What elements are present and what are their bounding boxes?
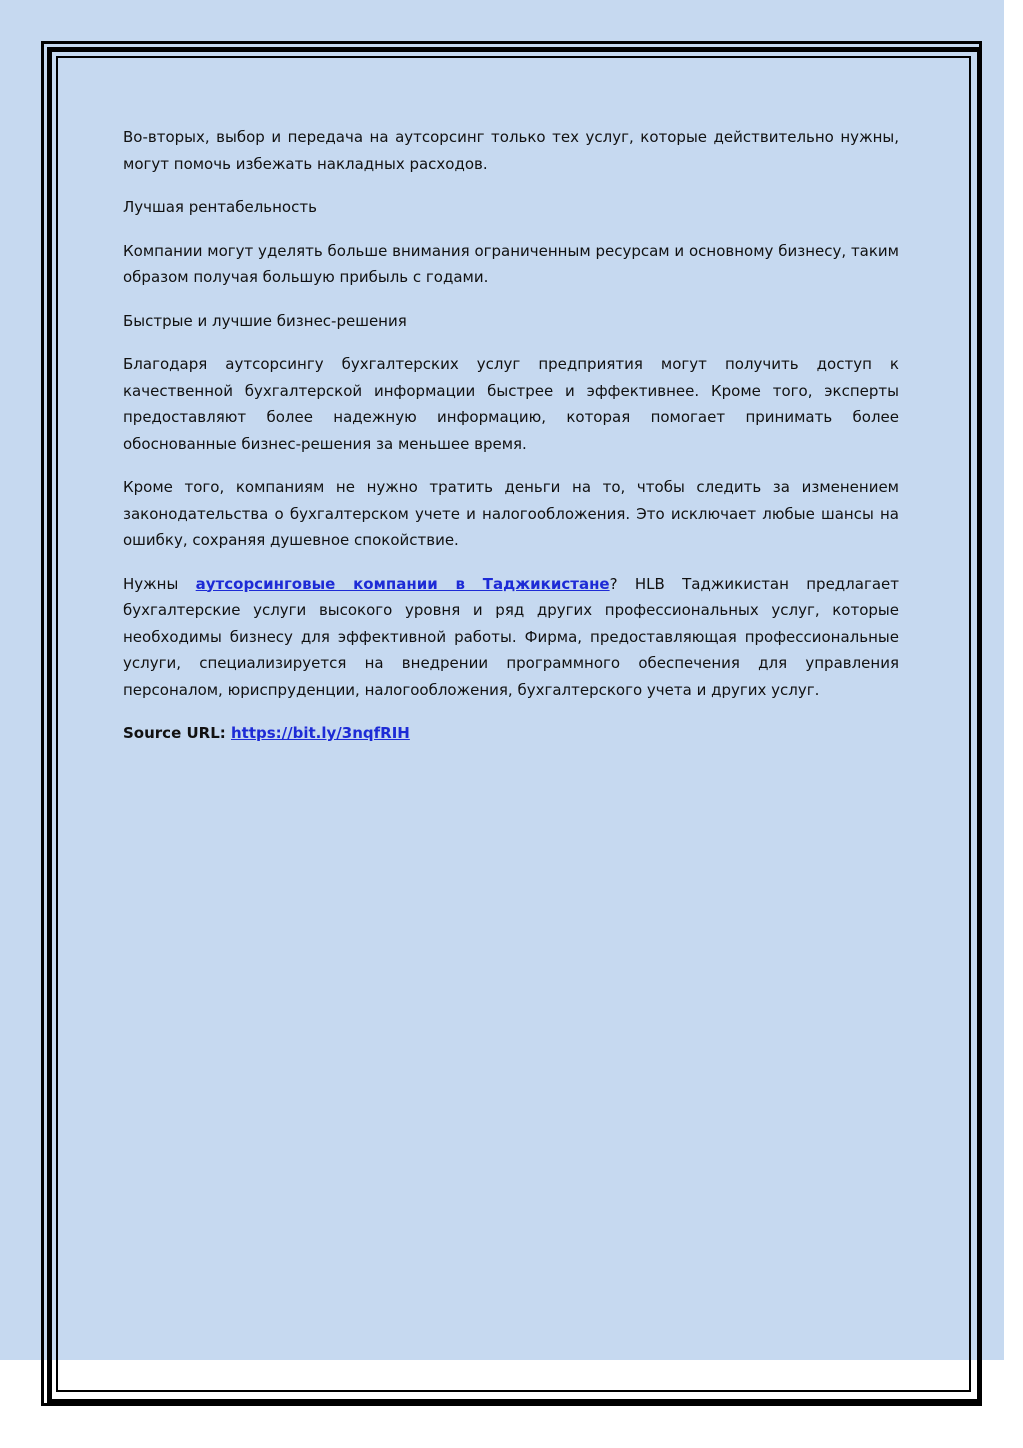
paragraph-business-decisions: Благодаря аутсорсингу бухгалтерских услуг предприятия могут получить доступ к качественной бухгалтерской информации быстрее и эффективнее. Кроме того, эксперты предоставляют более надежную информацию, которая помогает принимать более обоснованные бизнес-решения за меньшее время. <box>123 355 899 453</box>
paragraph-legislation: Кроме того, компаниям не нужно тратить деньги на то, чтобы следить за изменением законодательства о бухгалтерском учете и налогообложения. Это исключает любые шансы на ошибку, сохраняя душевное спокойствие. <box>123 478 899 549</box>
heading-profitability: Лучшая рентабельность <box>123 198 317 216</box>
document-body <box>123 124 899 764</box>
source-url-link[interactable]: https://bit.ly/3nqfRIH <box>230 724 410 742</box>
heading-business-decisions: Быстрые и лучшие бизнес-решения <box>123 311 407 330</box>
paragraph-overhead: Во-вторых, выбор и передача на аутсорсинг только тех услуг, которые действительно нужны, могут помочь избежать накладных расходов. <box>123 128 899 173</box>
source-label: Source URL: <box>123 724 231 742</box>
paragraph-text-end: ? HLB Таджикистан предлагает бухгалтерские услуги высокого уровня и ряд других профессиональных услуг, которые необходимы бизнесу для эффективной работы. Фирма, предоставляющая профессиональные услуги, специализируется на внедрении программного обеспечения для управления персоналом, юриспруденции, налогообложения, бухгалтерского учета и других услуг. <box>123 574 899 699</box>
source-line <box>123 720 899 747</box>
outsourcing-companies-link[interactable]: аутсорсинговые компании в Таджикистане <box>195 574 610 593</box>
paragraph-text-start: Нужны <box>123 574 196 593</box>
paragraph-profitability: Компании могут уделять больше внимания ограниченным ресурсам и основному бизнесу, таким образом получая большую прибыль с годами. <box>123 241 899 286</box>
paragraph-hlb-tajikistan <box>123 571 899 704</box>
